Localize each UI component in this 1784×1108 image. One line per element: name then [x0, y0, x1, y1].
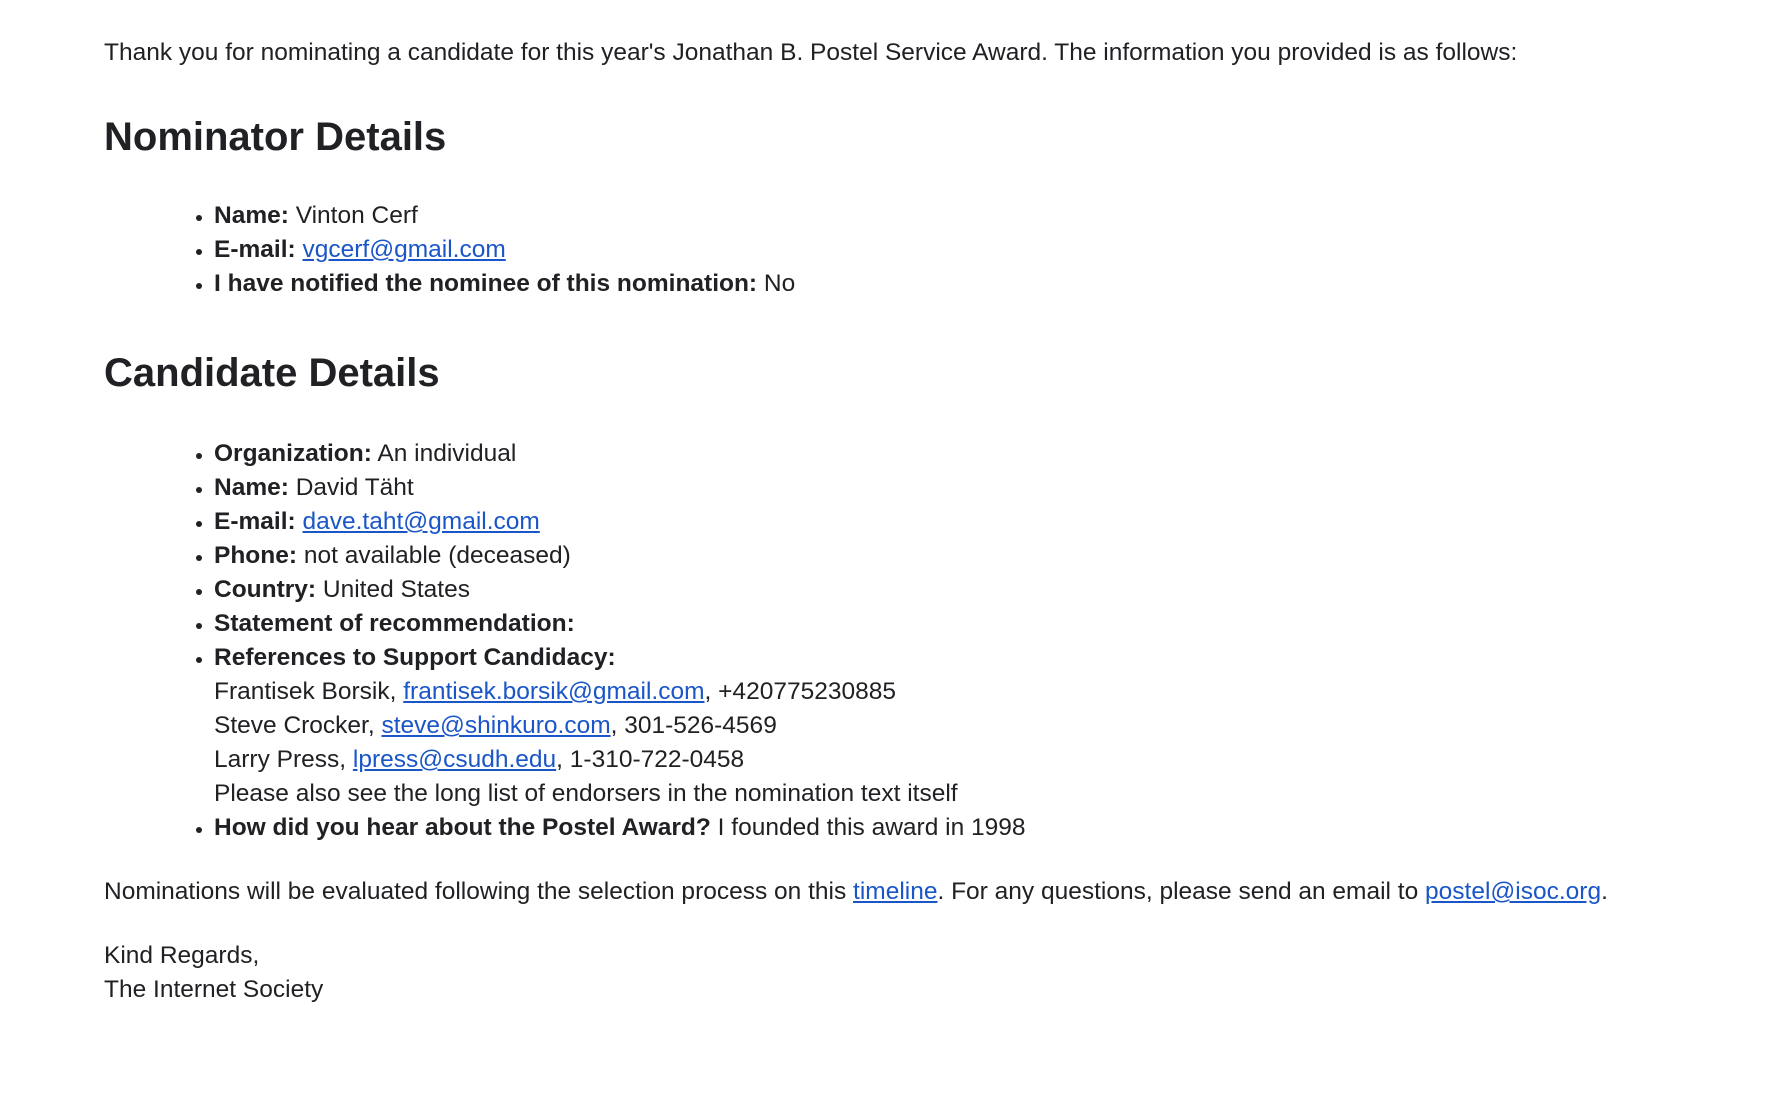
- nominator-email-link[interactable]: vgcerf@gmail.com: [302, 236, 506, 263]
- candidate-statement-item: [214, 607, 1784, 641]
- candidate-references-label: References to Support Candidacy:: [214, 644, 616, 671]
- reference-phone: , 301-526-4569: [610, 712, 777, 739]
- reference-email-link[interactable]: lpress@csudh.edu: [352, 746, 557, 773]
- timeline-link[interactable]: timeline: [853, 878, 938, 905]
- candidate-name-item: [214, 471, 1784, 505]
- closing-regards: Kind Regards,: [104, 942, 260, 969]
- nominator-name-item: [214, 199, 1784, 233]
- candidate-phone-value: not available (deceased): [303, 542, 571, 569]
- references-note: Please also see the long list of endorsers in the nomination text itself: [214, 780, 958, 807]
- candidate-organization-label: Organization:: [214, 440, 372, 467]
- candidate-organization-item: [214, 437, 1784, 471]
- reference-name: Steve Crocker,: [214, 712, 382, 739]
- candidate-email-link[interactable]: dave.taht@gmail.com: [302, 508, 540, 535]
- candidate-details-list: [104, 437, 1784, 845]
- contact-email-link[interactable]: postel@isoc.org: [1425, 878, 1602, 905]
- candidate-organization-value: An individual: [377, 440, 517, 467]
- candidate-details-heading: Candidate Details: [104, 351, 440, 395]
- evaluation-text-middle: . For any questions, please send an email to: [937, 878, 1426, 905]
- nominator-email-item: [214, 233, 1784, 267]
- evaluation-paragraph: [104, 875, 1784, 909]
- reference-line: [214, 743, 1784, 777]
- reference-email-link[interactable]: steve@shinkuro.com: [381, 712, 611, 739]
- candidate-phone-label: Phone:: [214, 542, 298, 569]
- candidate-country-label: Country:: [214, 576, 317, 603]
- evaluation-text-end: .: [1601, 878, 1608, 905]
- reference-phone: , 1-310-722-0458: [556, 746, 745, 773]
- reference-line: [214, 675, 1784, 709]
- nominator-notified-label: I have notified the nominee of this nomination:: [214, 270, 758, 297]
- candidate-heard-item: [214, 811, 1784, 845]
- candidate-name-value: David Täht: [295, 474, 414, 501]
- candidate-references-item: [214, 641, 1784, 811]
- nominator-name-label: Name:: [214, 202, 289, 229]
- evaluation-text-before: Nominations will be evaluated following the selection process on this: [104, 878, 854, 905]
- intro-paragraph: Thank you for nominating a candidate for this year's Jonathan B. Postel Service Award. The information you provided is as follows:: [104, 39, 1518, 66]
- nominator-details-heading: Nominator Details: [104, 115, 447, 159]
- candidate-email-item: [214, 505, 1784, 539]
- reference-line: [214, 709, 1784, 743]
- reference-name: Larry Press,: [214, 746, 353, 773]
- candidate-name-label: Name:: [214, 474, 289, 501]
- nominator-notified-value: No: [763, 270, 796, 297]
- candidate-heard-value: I founded this award in 1998: [717, 814, 1026, 841]
- candidate-phone-item: [214, 539, 1784, 573]
- reference-name: Frantisek Borsik,: [214, 678, 404, 705]
- signature: The Internet Society: [104, 976, 324, 1003]
- candidate-email-label: E-mail:: [214, 508, 296, 535]
- nominator-name-value: Vinton Cerf: [295, 202, 418, 229]
- candidate-country-value: United States: [322, 576, 470, 603]
- candidate-country-item: [214, 573, 1784, 607]
- reference-email-link[interactable]: frantisek.borsik@gmail.com: [403, 678, 705, 705]
- nominator-details-list: [104, 199, 1784, 301]
- nominator-email-label: E-mail:: [214, 236, 296, 263]
- reference-phone: , +420775230885: [704, 678, 896, 705]
- nominator-notified-item: [214, 267, 1784, 301]
- candidate-heard-label: How did you hear about the Postel Award?: [214, 814, 711, 841]
- candidate-statement-label: Statement of recommendation:: [214, 610, 575, 637]
